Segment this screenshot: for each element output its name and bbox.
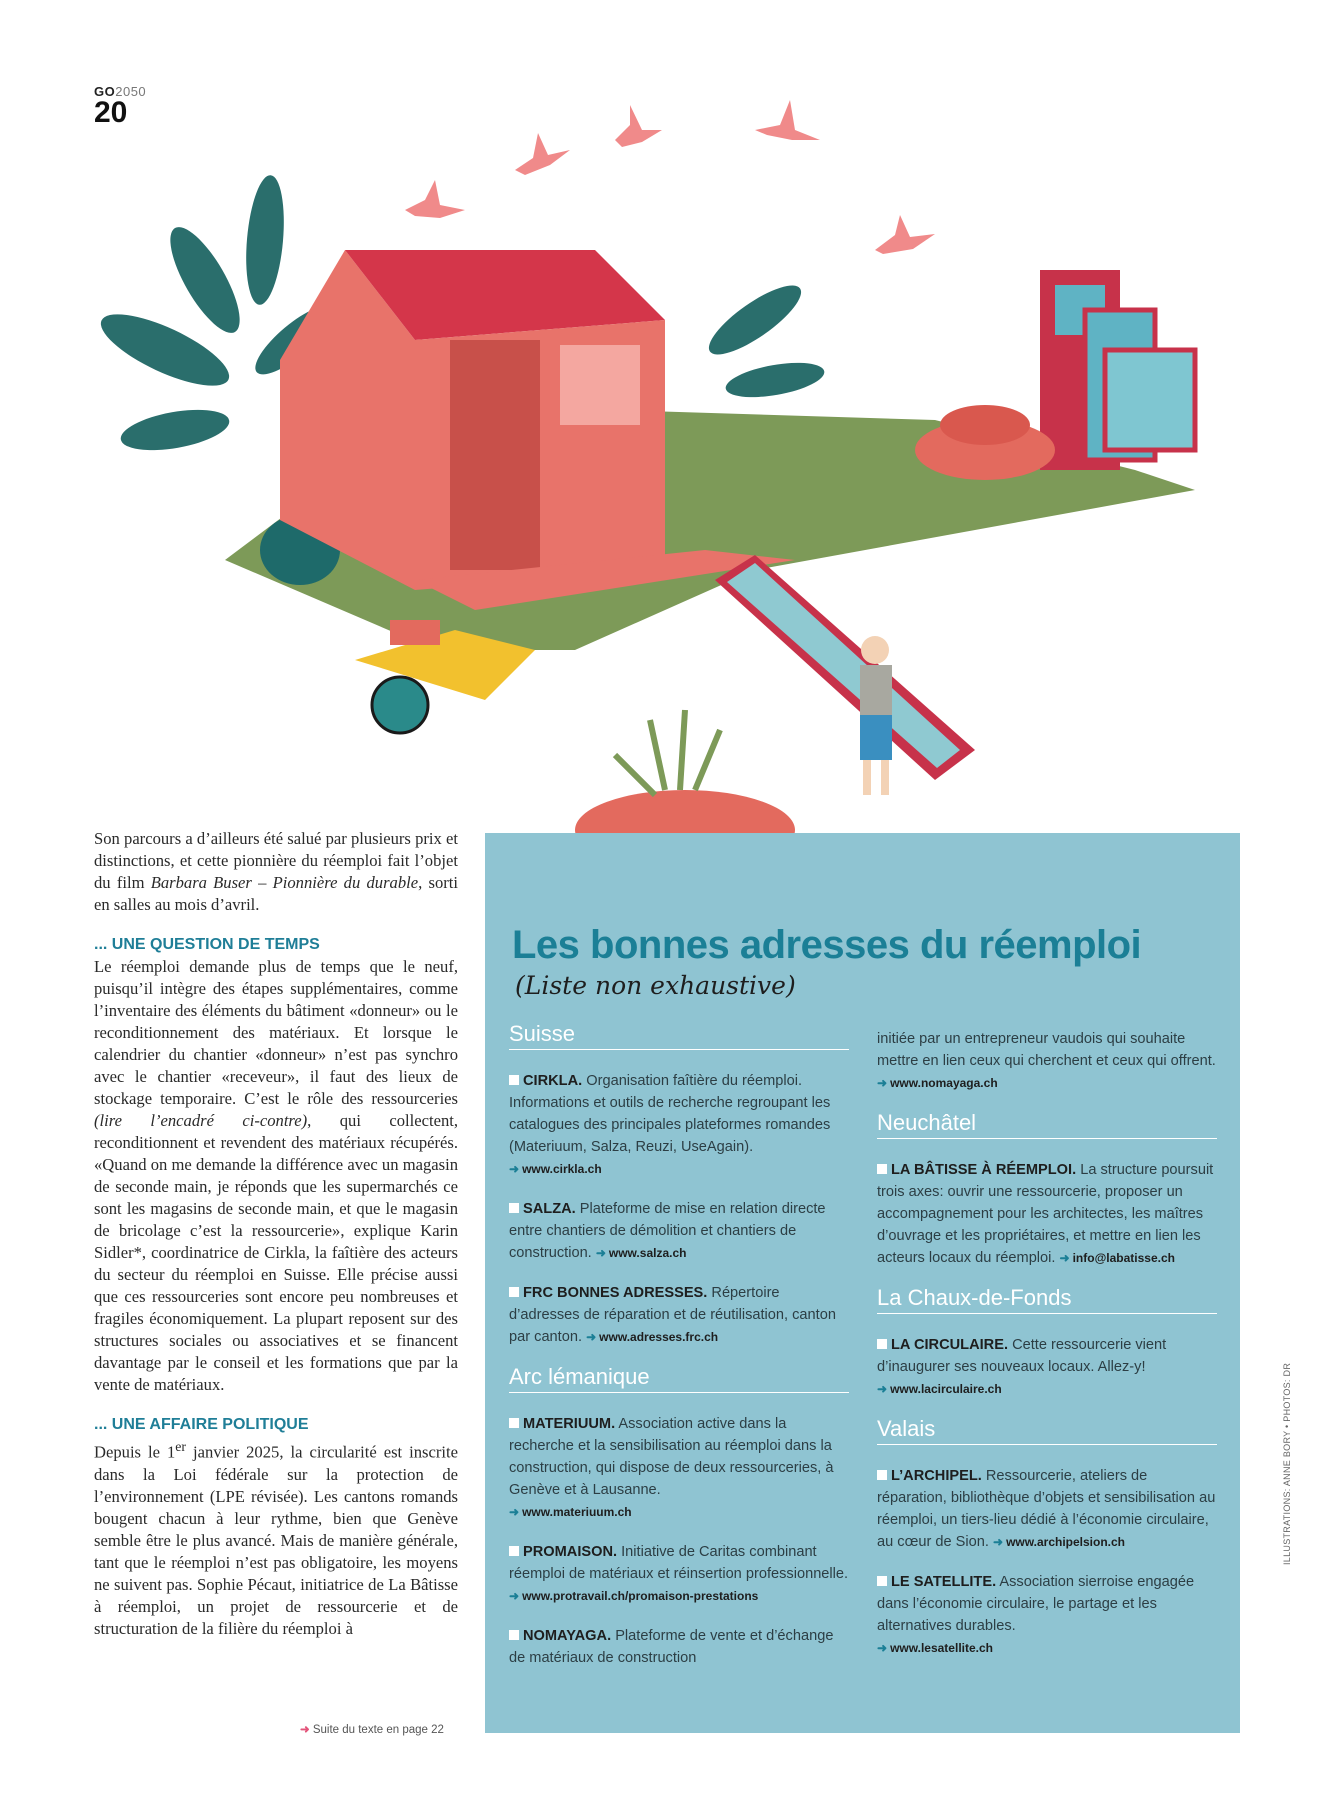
link-salza[interactable]: ➜ www.salza.ch: [595, 1246, 687, 1260]
section-paragraph-temps: Le réemploi demande plus de temps que le neuf, puisqu’il intègre des étapes supplémentaires, comme l’inventaire des éléments du bâtiment «donneur» ou le reconditionnement des matériaux. Et lorsque le calendrier du chantier «donneur» n’est pas synchro avec le chantier «receveur», il faut des lieux de stockage temporaire. C’est le rôle des ressourceries (lire l’encadré ci-contre), qui collectent, reconditionnent et revendent des matériaux récupérés. «Quand on me demande la différence avec un magasin de seconde main, je réponds que les supermarchés ce sont les magasins de seconde main, et que le magasin de bricolage c’est la ressourcerie», explique Karin Sidler*, coordinatrice de Cirkla, la faîtière des acteurs du secteur du réemploi en Suisse. Elle précise aussi que ces ressourceries sont encore peu nombreuses et fragiles économiquement. La plupart reposent sur des structures sociales ou associatives et se financent davantage par le conseil et les formations que par la vente de matériaux.: [94, 957, 458, 1394]
bird-icon: [405, 100, 935, 254]
leaf-plant-right: [700, 275, 827, 404]
page-number: 20: [94, 96, 128, 129]
address-entry-materiuum: MATERIUUM. Association active dans la recherche et la sensibilisation au réemploi dans la construction, qui dispose de deux ressourceries, à Genève et à Lausanne. ➜ www.materiuum.ch: [509, 1416, 834, 1519]
bullet-square-icon: [509, 1203, 519, 1213]
child-carrying-window: [715, 555, 975, 795]
address-entry-salza: SALZA. Plateforme de mise en relation directe entre chantiers de démolition et chantiers de construction. ➜ www.salza.ch: [509, 1201, 826, 1261]
bullet-square-icon: [877, 1576, 887, 1586]
continued-link[interactable]: ➜ Suite du texte en page 22: [300, 1724, 444, 1736]
article-left-column: [94, 828, 458, 1640]
bullet-square-icon: [877, 1339, 887, 1349]
photo-credit: ILLUSTRATIONS: ANNE BORY • PHOTOS: DR: [1282, 1362, 1292, 1565]
address-entry-frc: FRC BONNES ADRESSES. Répertoire d’adresses de réparation et de réutilisation, canton par canton. ➜ www.adresses.frc.ch: [509, 1285, 836, 1345]
bullet-square-icon: [877, 1470, 887, 1480]
region-heading-valais: Valais: [877, 1418, 1217, 1445]
address-entry-batisse: LA BÂTISSE À RÉEMPLOI. La structure poursuit trois axes: ouvrir une ressourcerie, proposer un accompagnement pour les architectes, les maîtres d’ouvrage et les propriétaires, et mettre en lien les acteurs locaux du réemploi. ➜ info@labatisse.ch: [877, 1162, 1214, 1266]
link-nomayaga[interactable]: ➜ www.nomayaga.ch: [877, 1076, 998, 1090]
box-subtitle: (Liste non exhaustive): [515, 971, 796, 1000]
addresses-box: [485, 833, 1240, 1733]
address-entry-archipel: L’ARCHIPEL. Ressourcerie, ateliers de réparation, bibliothèque d’objets et sensibilisation au réemploi, un tiers-lieu dédié à l’économie circulaire, au cœur de Sion. ➜ www.archipelsion.ch: [877, 1468, 1216, 1550]
address-entry-circulaire: LA CIRCULAIRE. Cette ressourcerie vient d’inaugurer ses nouveaux locaux. Allez-y! ➜ www.lacirculaire.ch: [877, 1337, 1167, 1396]
section-heading-politique: ... UNE AFFAIRE POLITIQUE: [94, 1416, 309, 1433]
box-title: Les bonnes adresses du réemploi: [512, 923, 1142, 967]
address-entry-promaison: PROMAISON. Initiative de Caritas combinant réemploi de matériaux et réinsertion professionnelle. ➜ www.protravail.ch/promaison-prestations: [509, 1544, 849, 1603]
bullet-square-icon: [509, 1418, 519, 1428]
section-paragraph-politique: Depuis le 1er janvier 2025, la circularité est inscrite dans la Loi fédérale sur la protection de l’environnement (LPE révisée). Les cantons romands bougent chacun à leur rythme, bien que Genève semble être le plus avancé. Mais de manière générale, tant que le réemploi n’est pas obligatoire, les moyens ne suivent pas. Sophie Pécaut, initiatrice de La Bâtisse à réemploi, un projet de ressourcerie et de structuration de la filière du réemploi à: [94, 1439, 458, 1638]
address-entry-nomayaga-cont: initiée par un entrepreneur vaudois qui souhaite mettre en lien ceux qui cherchent et ceux qui offrent. ➜ www.nomayaga.ch: [877, 1031, 1216, 1090]
section-heading-temps: ... UNE QUESTION DE TEMPS: [94, 936, 320, 953]
brick-pile-front: [575, 710, 795, 850]
box-column-1: [509, 1023, 849, 1687]
bullet-square-icon: [877, 1164, 887, 1174]
link-batisse[interactable]: ➜ info@labatisse.ch: [1059, 1251, 1175, 1265]
reuse-illustration: [55, 90, 1295, 850]
door-frames-stack: [1040, 270, 1195, 470]
link-satellite[interactable]: ➜ www.lesatellite.ch: [877, 1641, 993, 1655]
link-materiuum[interactable]: ➜ www.materiuum.ch: [509, 1505, 632, 1519]
intro-paragraph: Son parcours a d’ailleurs été salué par plusieurs prix et distinctions, et cette pionnière du réemploi fait l’objet du film Barbara Buser – Pionnière du durable, sorti en salles au mois d’avril.: [94, 829, 458, 914]
arrow-right-icon: ➜: [300, 1724, 313, 1736]
address-entry-cirkla: CIRKLA. Organisation faîtière du réemploi. Informations et outils de recherche regroupant les catalogues des principales plateformes romandes (Materiuum, Salza, Reuzi, UseAgain). ➜ www.cirkla.ch: [509, 1073, 831, 1176]
link-frc[interactable]: ➜ www.adresses.frc.ch: [586, 1330, 719, 1344]
bullet-square-icon: [509, 1546, 519, 1556]
bullet-square-icon: [509, 1287, 519, 1297]
address-entry-nomayaga: NOMAYAGA. Plateforme de vente et d’échange de matériaux de construction: [509, 1628, 834, 1666]
region-heading-arc-lemanique: Arc lémanique: [509, 1366, 849, 1393]
address-entry-satellite: LE SATELLITE. Association sierroise engagée dans l’économie circulaire, le partage et les alternatives durables. ➜ www.lesatellite.ch: [877, 1574, 1195, 1655]
link-circulaire[interactable]: ➜ www.lacirculaire.ch: [877, 1382, 1002, 1396]
box-column-2: [877, 1028, 1217, 1677]
magazine-brand: GO2050: [94, 84, 147, 99]
bullet-square-icon: [509, 1630, 519, 1640]
region-heading-chaux-de-fonds: La Chaux-de-Fonds: [877, 1287, 1217, 1314]
region-heading-neuchatel: Neuchâtel: [877, 1112, 1217, 1139]
link-promaison[interactable]: ➜ www.protravail.ch/promaison-prestations: [509, 1589, 759, 1603]
region-heading-suisse: Suisse: [509, 1023, 849, 1050]
link-cirkla[interactable]: ➜ www.cirkla.ch: [509, 1162, 602, 1176]
brick-pile-right: [915, 405, 1055, 480]
bullet-square-icon: [509, 1075, 519, 1085]
link-archipel[interactable]: ➜ www.archipelsion.ch: [993, 1535, 1125, 1549]
